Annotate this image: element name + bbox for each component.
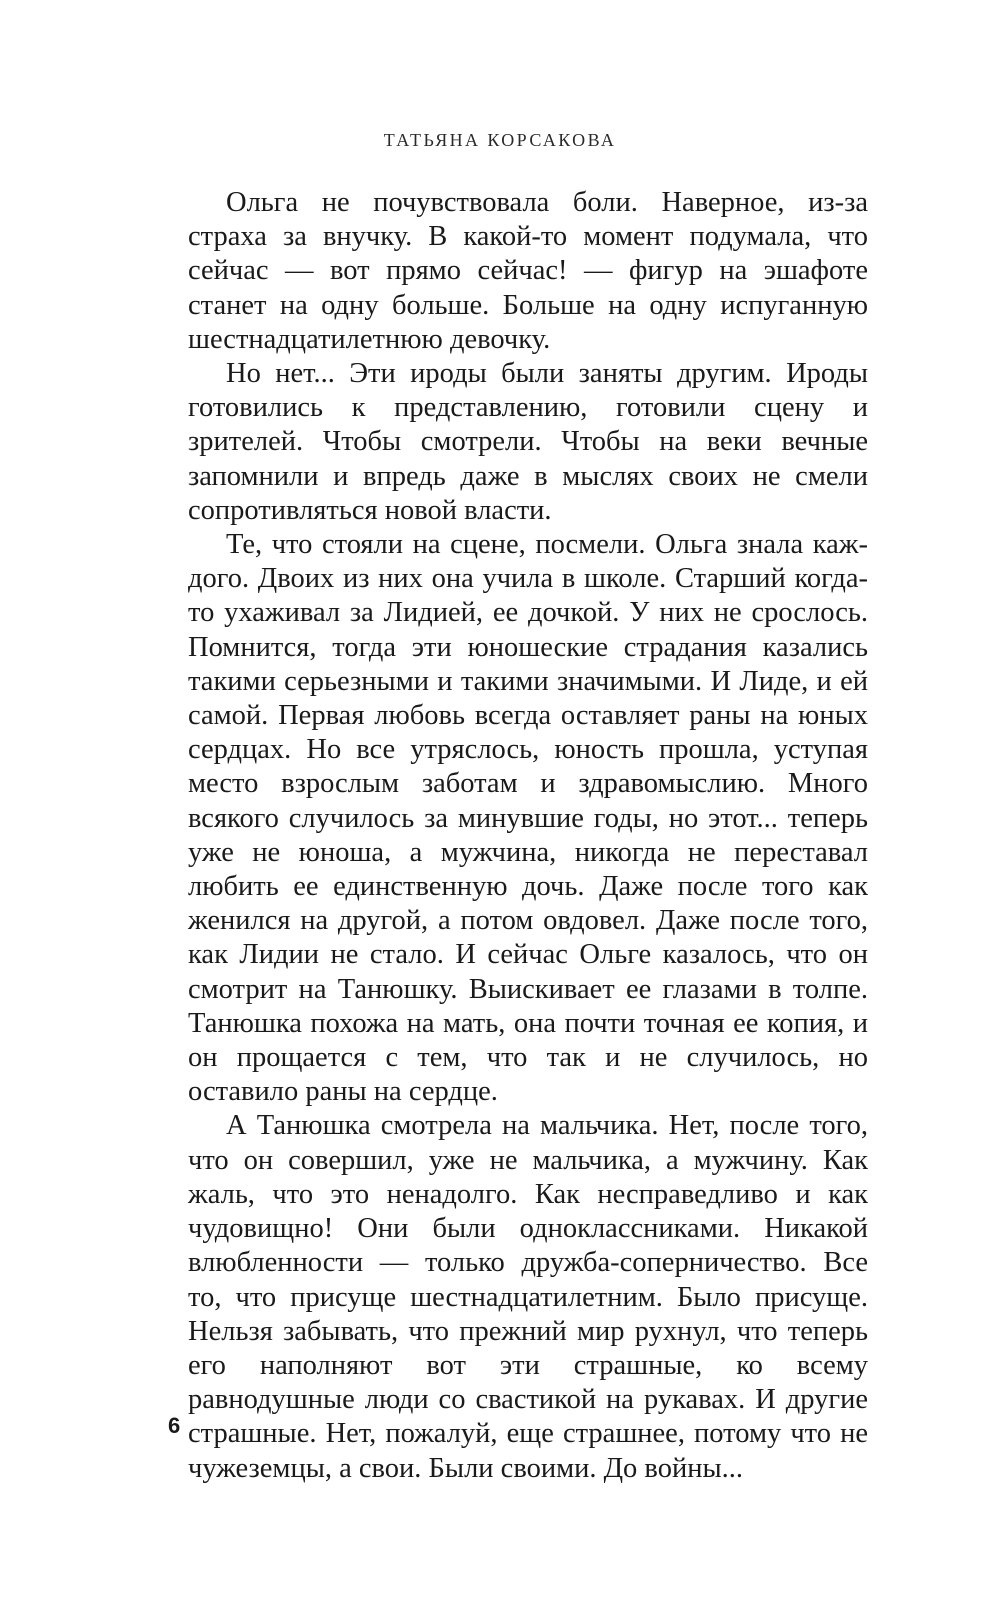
body-text <box>188 186 868 1486</box>
page-number: 6 <box>168 1413 181 1438</box>
paragraph: Но нет... Эти ироды были заняты другим. Ироды готовились к представлению, готовили сцену и зрителей. Чтобы смотрели. Чтобы на веки вечные запомнили и впредь даже в мыслях своих не смели сопротивляться новой власти. <box>188 358 868 526</box>
paragraph: Те, что стояли на сцене, посмели. Ольга знала каждого. Двоих из них она учила в школе. Старший когда-то ухаживал за Лидией, ее дочкой. У них не срослось. Помнится, тогда эти юношеские страдания казались такими серьезными и такими значимыми. И Лиде, и ей самой. Первая любовь всегда оставляет раны на юных сердцах. Но все утряслось, юность прошла, уступая место взрослым заботам и здравомыслию. Много всякого случилось за минувшие годы, но этот... теперь уже не юноша, а мужчина, никогда не переставал любить ее единственную дочь. Даже после того как женился на другой, а потом овдовел. Даже после того, как Лидии не стало. И сейчас Ольге казалось, что он смотрит на Танюшку. Выискивает ее глазами в толпе. Танюшка похожа на мать, она почти точная ее копия, и он прощается с тем, что так и не случилось, но оставило раны на сердце. <box>188 529 868 1108</box>
paragraph: Ольга не почувствовала боли. Наверное, из-за страха за внучку. В какой-то момент подумала, что сейчас — вот прямо сейчас! — фигур на эшафоте станет на одну больше. Больше на одну испуганную шестнадцатилетнюю девочку. <box>188 187 868 355</box>
running-head: ТАТЬЯНА КОРСАКОВА <box>383 130 617 150</box>
paragraph: А Танюшка смотрела на мальчика. Нет, после того, что он совершил, уже не мальчика, а мужчину. Как жаль, что это ненадолго. Как несправедливо и как чудовищно! Они были одноклассниками. Никакой влюбленности — только дружба-соперничество. Все то, что присуще шестнадцатилетним. Было присуще. Нельзя забывать, что прежний мир рухнул, что теперь его наполняют вот эти страшные, ко всему равнодушные люди со свастикой на рукавах. И другие страшные. Нет, пожалуй, еще страшнее, потому что не чужеземцы, а свои. Были своими. До войны... <box>188 1110 868 1484</box>
